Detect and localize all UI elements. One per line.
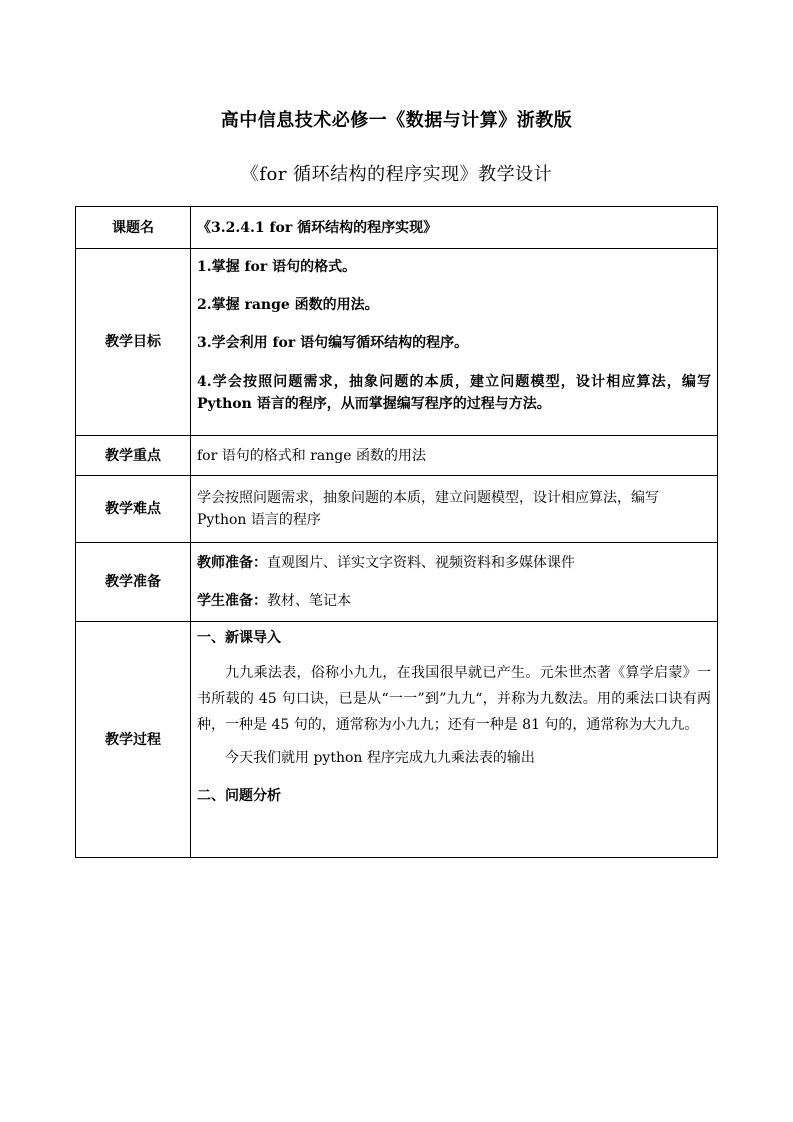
table-row-difficulties (76, 476, 718, 543)
table-row-objectives (76, 249, 718, 436)
table-row-topic (76, 207, 718, 249)
topic-label: 课题名 (76, 207, 191, 249)
table-row-preparation (76, 543, 718, 622)
table-row-process (76, 622, 718, 858)
preparation-cell (191, 543, 718, 622)
key-points-value: for 语句的格式和 range 函数的用法 (191, 436, 718, 476)
objective-item: 2.掌握 range 函数的用法。 (197, 297, 379, 313)
section-heading: 一、新课导入 (197, 630, 281, 646)
objectives-label: 教学目标 (76, 249, 191, 436)
lesson-plan-table (75, 206, 718, 858)
preparation-label: 教学准备 (76, 543, 191, 622)
topic-value: 《3.2.4.1 for 循环结构的程序实现》 (191, 207, 718, 249)
teacher-preparation-value: 直观图片、详实文字资料、视频资料和多媒体课件 (267, 555, 575, 571)
document-title: 高中信息技术必修一《数据与计算》浙教版 (220, 110, 573, 131)
objective-item: 4.学会按照问题需求，抽象问题的本质，建立问题模型，设计相应算法，编写 Python 语言的程序，从而掌握编写程序的过程与方法。 (197, 374, 711, 412)
process-label: 教学过程 (76, 622, 191, 858)
student-preparation-value: 教材、笔记本 (267, 593, 351, 609)
objective-item: 1.掌握 for 语句的格式。 (197, 259, 357, 275)
student-preparation (197, 591, 711, 611)
objectives-cell (191, 249, 718, 436)
process-cell (191, 622, 718, 858)
difficulties-value: 学会按照问题需求，抽象问题的本质，建立问题模型，设计相应算法，编写 Python 语言的程序 (191, 476, 718, 543)
difficulties-label: 教学难点 (76, 476, 191, 543)
objective-item: 3.学会利用 for 语句编写循环结构的程序。 (197, 335, 469, 351)
student-preparation-label: 学生准备： (197, 593, 267, 609)
section-heading: 二、问题分析 (197, 788, 281, 804)
process-paragraph: 今天我们就用 python 程序完成九九乘法表的输出 (225, 750, 535, 766)
process-paragraph: 九九乘法表，俗称小九九，在我国很早就已产生。元朱世杰著《算学启蒙》一书所载的 45 句口诀，已是从“一一”到”九九“，并称为九数法。用的乘法口诀有两种，一种是 45 句的，通常称为小九九；还有一种是 81 句的，通常称为大九九。 (197, 665, 711, 733)
table-row-key-points (76, 436, 718, 476)
key-points-label: 教学重点 (76, 436, 191, 476)
teacher-preparation (197, 553, 711, 573)
document-subtitle: 《for 循环结构的程序实现》教学设计 (240, 164, 553, 185)
teacher-preparation-label: 教师准备： (197, 555, 267, 571)
